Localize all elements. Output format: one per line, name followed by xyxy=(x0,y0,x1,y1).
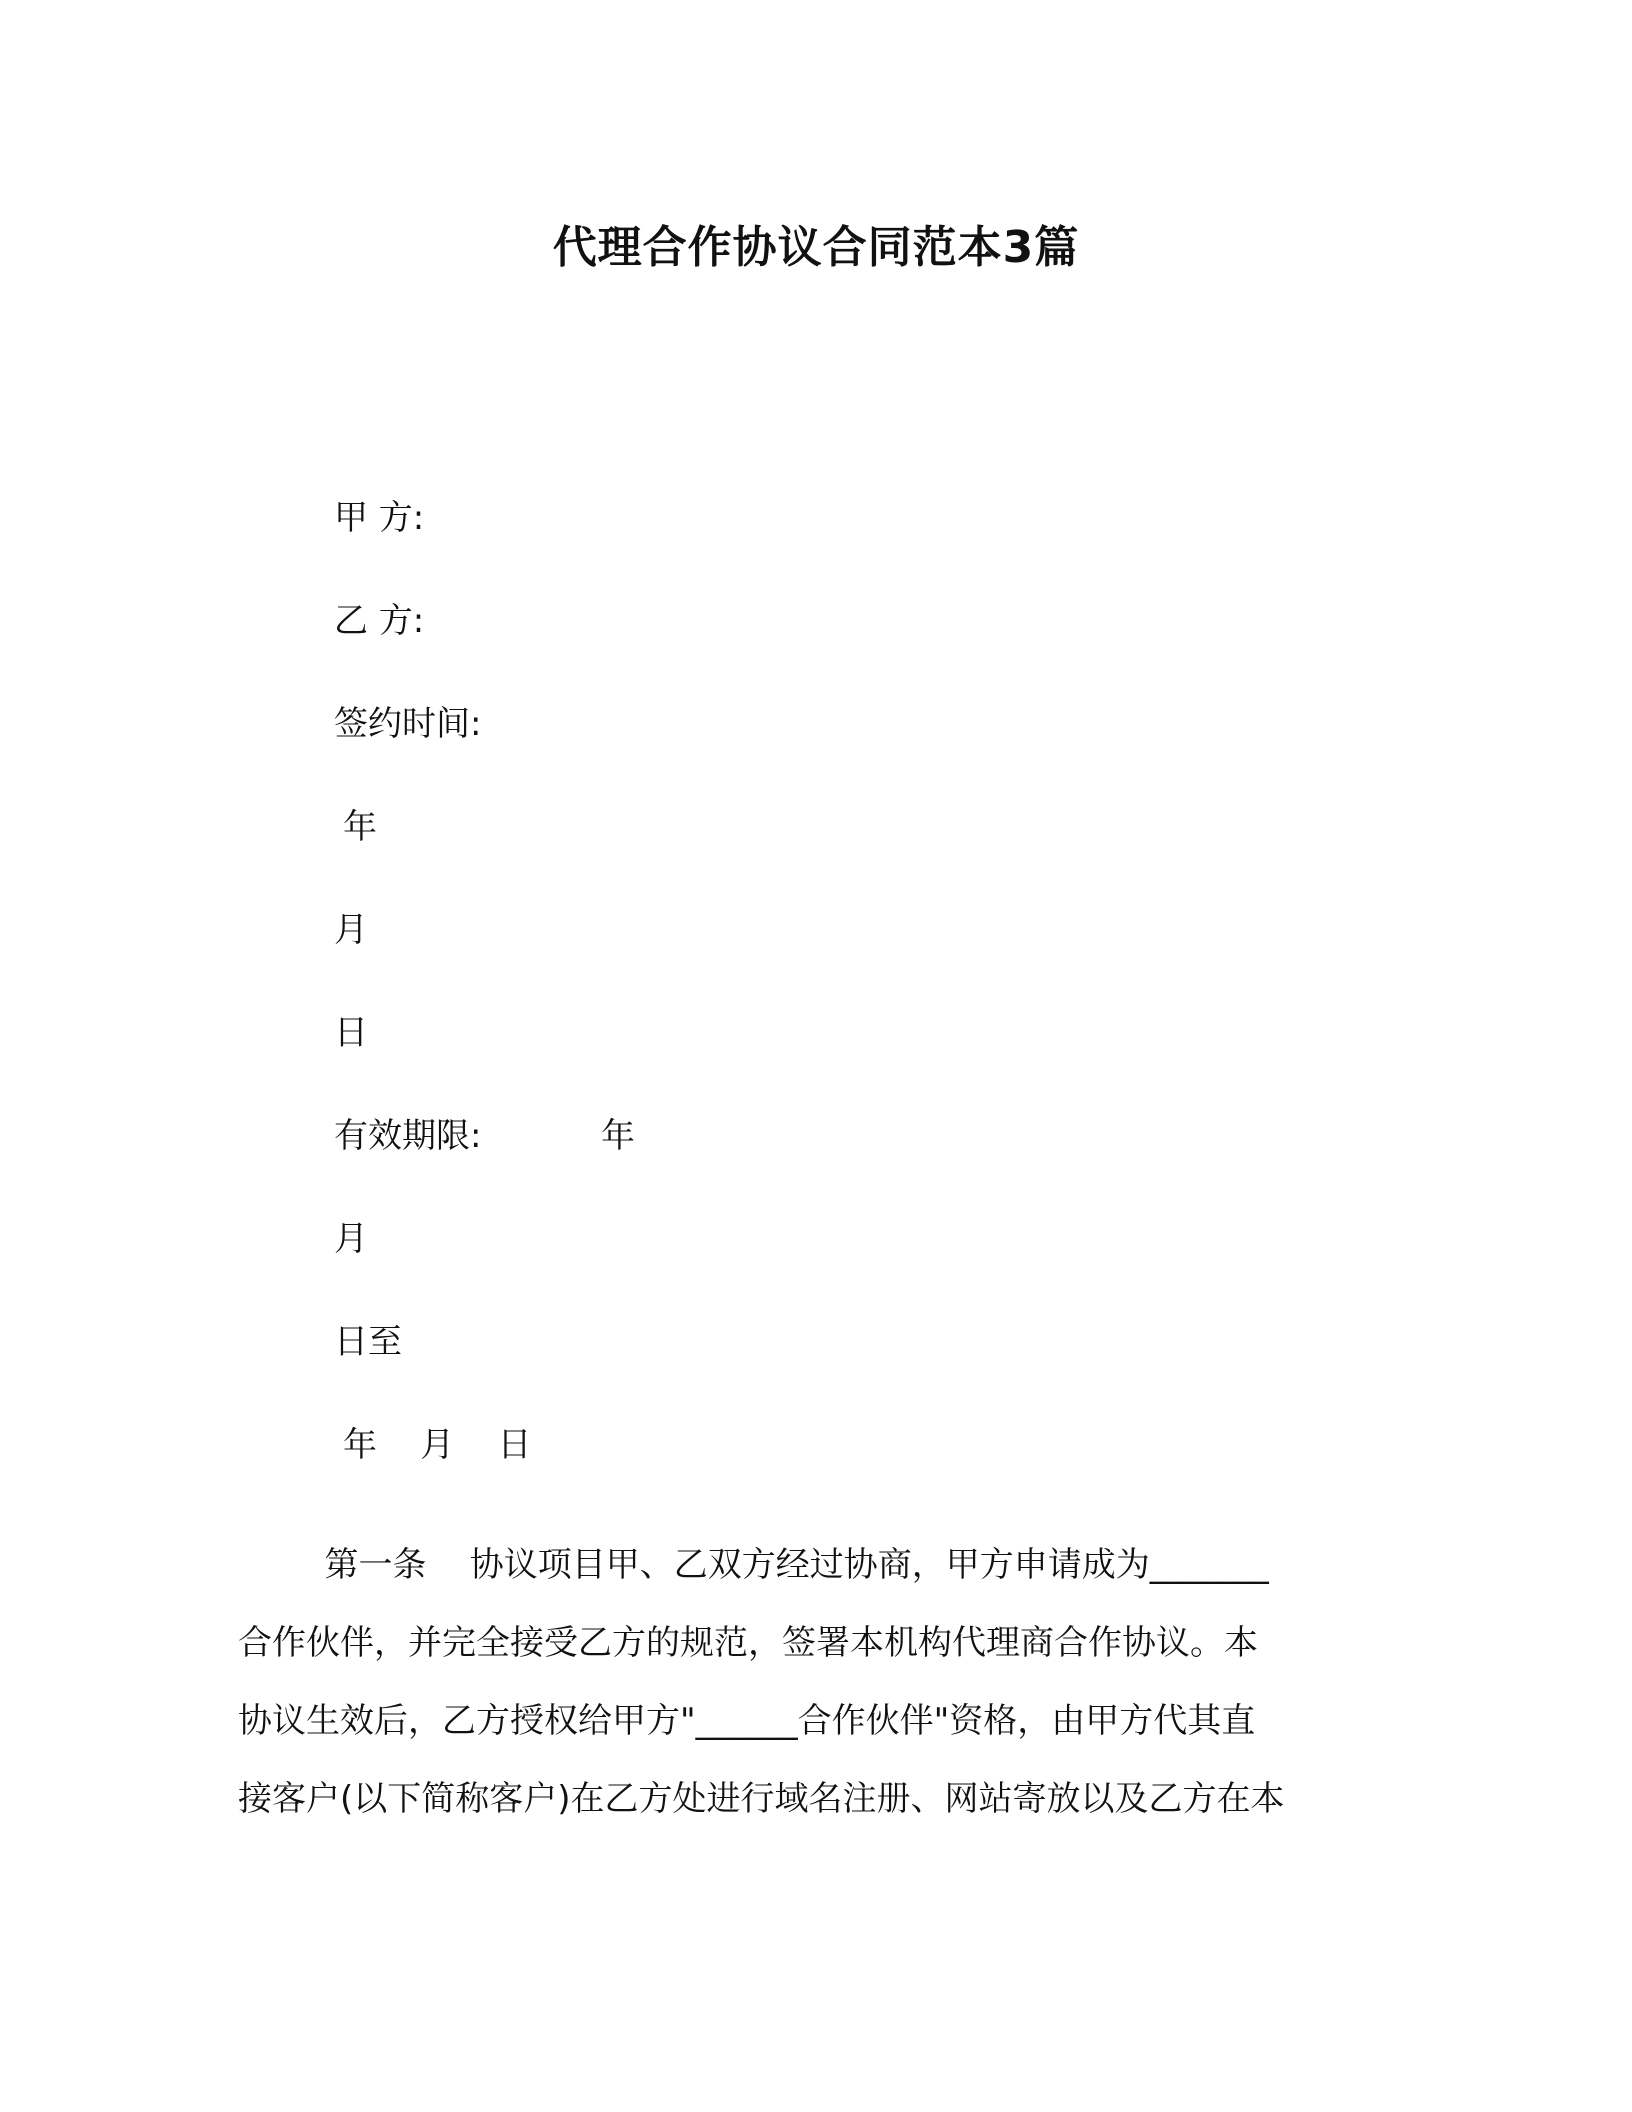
sign-year-label: 年 xyxy=(343,807,377,847)
sign-month-label: 月 xyxy=(334,910,368,950)
article-1-line: 接客户(以下简称客户)在乙方处进行域名注册、网站寄放以及乙方在本 xyxy=(238,1779,1285,1819)
article-1-line: 第一条 协议项目甲、乙双方经过协商，甲方申请成为_______ xyxy=(238,1545,1269,1585)
sign-date-label: 签约时间: xyxy=(334,704,482,744)
party-b-label: 乙 方: xyxy=(334,601,425,641)
validity-year-label: 年 xyxy=(601,1116,635,1156)
party-a-label: 甲 方: xyxy=(334,498,425,538)
article-1-paragraph xyxy=(238,1526,1388,1838)
validity-end-date: 年 月 日 xyxy=(343,1425,532,1465)
validity-month-label: 月 xyxy=(334,1219,368,1259)
sign-day-label: 日 xyxy=(334,1013,368,1053)
validity-label: 有效期限: xyxy=(334,1116,482,1156)
article-1-line: 协议生效后，乙方授权给甲方"______合作伙伴"资格，由甲方代其直 xyxy=(238,1701,1256,1741)
article-1-line: 合作伙伴，并完全接受乙方的规范，签署本机构代理商合作协议。本 xyxy=(238,1623,1258,1663)
document-title: 代理合作协议合同范本3篇 xyxy=(552,222,1080,273)
validity-day-to-label: 日至 xyxy=(334,1322,402,1362)
